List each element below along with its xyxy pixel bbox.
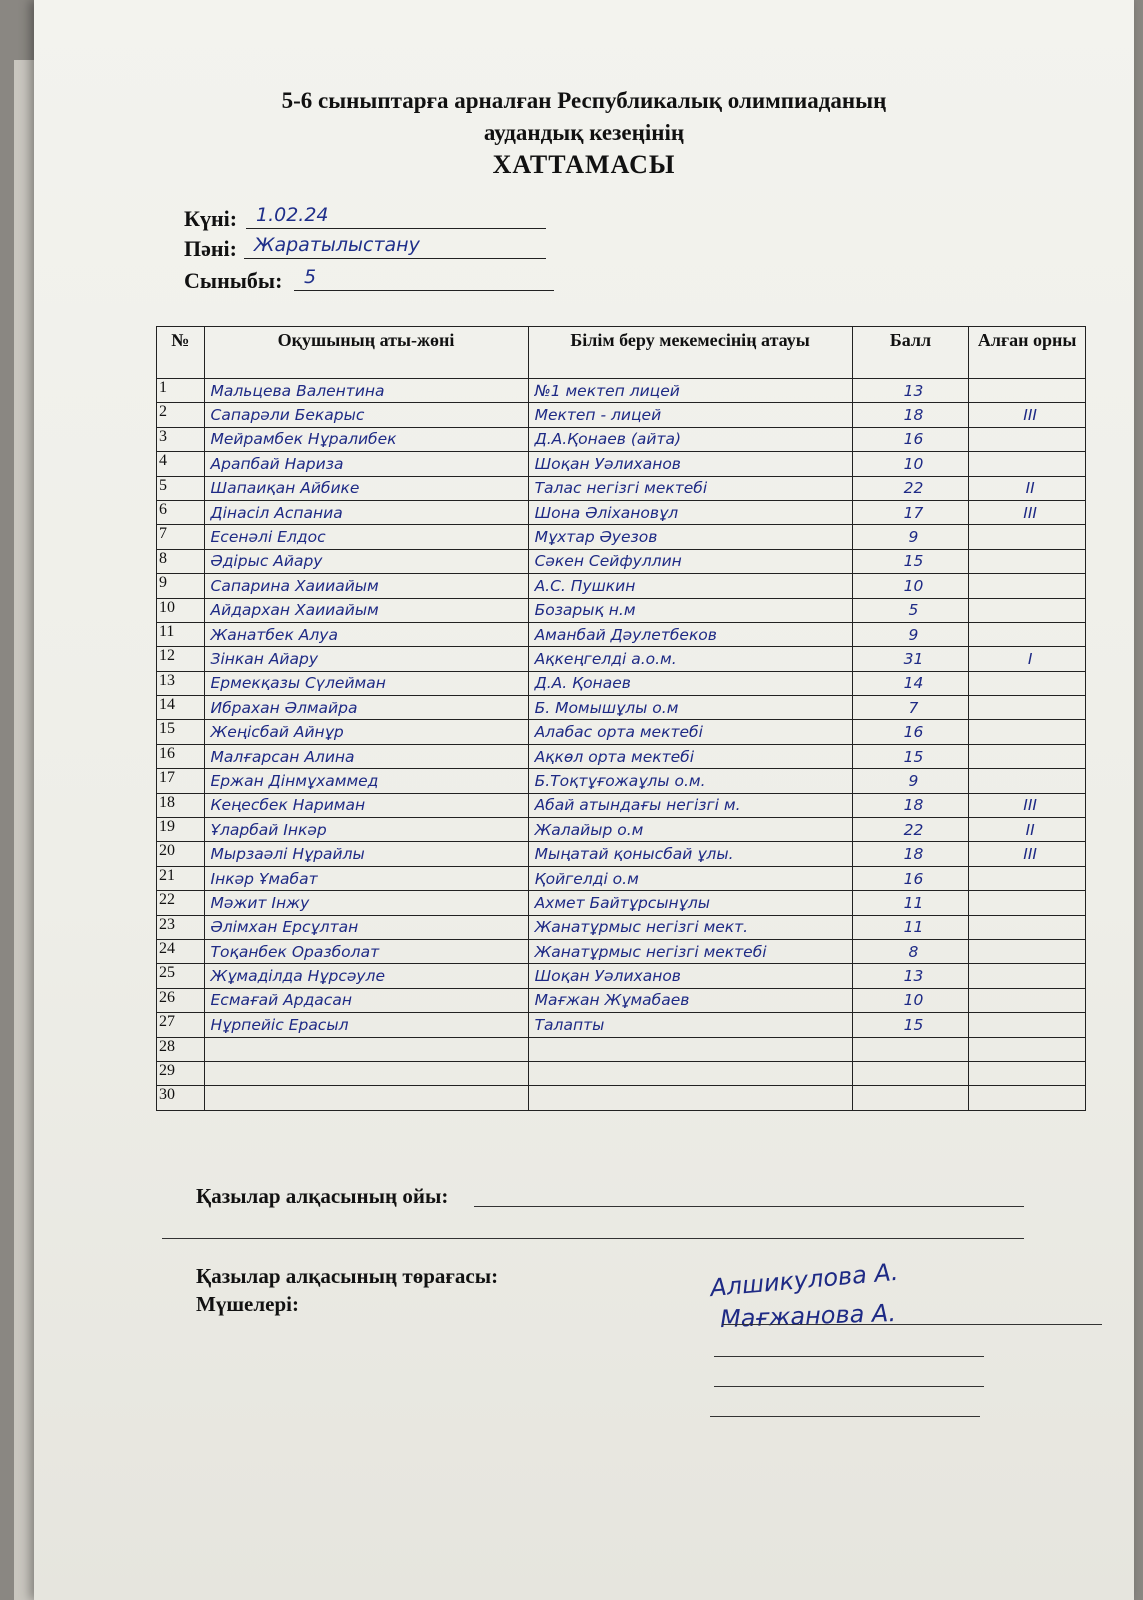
school-name-cell: Б.Тоқтұғожаұлы о.м. [528,769,852,793]
table-row [157,476,1086,500]
place-cell [969,939,1086,963]
school-name-cell: Абай атындағы негізгі м. [528,793,852,817]
place-cell [969,744,1086,768]
subject-label: Пәні: [184,236,237,261]
student-name-cell: Әдірыс Айару [204,549,528,573]
score-cell: 18 [852,793,969,817]
row-number-cell: 26 [157,988,205,1012]
score-cell: 16 [852,427,969,451]
student-name-cell: Мәжит Інжу [204,891,528,915]
row-number-cell: 4 [157,452,205,476]
student-name-cell [204,1037,528,1061]
place-cell [969,769,1086,793]
members-label: Мүшелері: [196,1292,299,1316]
score-cell: 9 [852,525,969,549]
table-row [157,403,1086,427]
school-name-cell: Жанатұрмыс негізгі мект. [528,915,852,939]
place-cell [969,1013,1086,1037]
school-name-cell: Аманбай Дәулетбеков [528,622,852,646]
school-name-cell [528,1061,852,1085]
school-name-cell: Ақкөл орта мектебі [528,744,852,768]
row-number-cell: 20 [157,842,205,866]
table-body [157,379,1086,1111]
opinion-line [474,1206,1024,1207]
row-number-cell: 16 [157,744,205,768]
student-name-cell: Тоқанбек Оразболат [204,939,528,963]
subject-field [184,234,420,262]
table-row [157,452,1086,476]
table-row [157,427,1086,451]
school-name-cell: Шона Әліхановұл [528,500,852,524]
row-number-cell: 21 [157,866,205,890]
row-number-cell: 1 [157,379,205,403]
score-cell: 15 [852,1013,969,1037]
score-cell: 15 [852,744,969,768]
score-cell: 9 [852,622,969,646]
student-name-cell: Сапарина Хаииайым [204,574,528,598]
student-name-cell: Жұмаділда Нұрсәуле [204,964,528,988]
chair-signature: Алшикулова А. [709,1257,900,1303]
row-number-cell: 5 [157,476,205,500]
student-name-cell: Айдархан Хаииайым [204,598,528,622]
score-cell: 17 [852,500,969,524]
score-cell: 31 [852,647,969,671]
row-number-cell: 9 [157,574,205,598]
table-row [157,549,1086,573]
student-name-cell: Арапбай Нариза [204,452,528,476]
student-name-cell: Шапаиқан Айбике [204,476,528,500]
score-cell: 18 [852,842,969,866]
student-name-cell: Әлімхан Ерсұлтан [204,915,528,939]
place-cell [969,1086,1086,1110]
student-name-cell: Ермекқазы Сүлейман [204,671,528,695]
date-label: Күні: [184,206,238,231]
place-cell [969,574,1086,598]
place-cell [969,1037,1086,1061]
student-name-cell: Ибрахан Әлмайра [204,696,528,720]
place-cell: II [969,476,1086,500]
score-cell: 10 [852,452,969,476]
header-school: Білім беру мекемесінің атауы [528,327,852,379]
student-name-cell: Есмағай Ардасан [204,988,528,1012]
place-cell: III [969,793,1086,817]
place-cell [969,549,1086,573]
table-row [157,866,1086,890]
table-row [157,818,1086,842]
place-cell [969,525,1086,549]
row-number-cell: 29 [157,1061,205,1085]
place-cell [969,1061,1086,1085]
place-cell [969,915,1086,939]
student-name-cell: Мырзаәлі Нұрайлы [204,842,528,866]
table-row [157,793,1086,817]
table-row [157,647,1086,671]
score-cell: 16 [852,866,969,890]
school-name-cell: Талас негізгі мектебі [528,476,852,500]
student-name-cell: Дінасіл Аспаниа [204,500,528,524]
school-name-cell: Мыңатай қонысбай ұлы. [528,842,852,866]
place-cell [969,379,1086,403]
place-cell [969,696,1086,720]
school-name-cell: Мұхтар Әуезов [528,525,852,549]
student-name-cell: Зінкан Айару [204,647,528,671]
row-number-cell: 12 [157,647,205,671]
chair-label: Қазылар алқасының төрағасы: [196,1264,499,1288]
table-row [157,1086,1086,1110]
place-cell [969,891,1086,915]
opinion-label: Қазылар алқасының ойы: [196,1184,449,1208]
row-number-cell: 28 [157,1037,205,1061]
school-name-cell: Жалайыр о.м [528,818,852,842]
table-row [157,720,1086,744]
place-cell [969,988,1086,1012]
school-name-cell: Д.А. Қонаев [528,671,852,695]
score-cell [852,1037,969,1061]
row-number-cell: 2 [157,403,205,427]
row-number-cell: 6 [157,500,205,524]
score-cell: 11 [852,915,969,939]
row-number-cell: 27 [157,1013,205,1037]
table-row [157,964,1086,988]
header-line-2: аудандық кезеңінің [483,120,685,145]
place-cell [969,866,1086,890]
place-cell: III [969,842,1086,866]
member-signature: Мағжанова А. [719,1298,897,1334]
row-number-cell: 23 [157,915,205,939]
school-name-cell [528,1037,852,1061]
table-row [157,574,1086,598]
class-value: 5 [294,264,554,291]
school-name-cell: Қойгелді о.м [528,866,852,890]
date-value: 1.02.24 [246,202,546,229]
student-name-cell [204,1061,528,1085]
place-cell [969,427,1086,451]
student-name-cell: Інкәр Ұмабат [204,866,528,890]
place-cell [969,720,1086,744]
student-name-cell: Нұрпейіс Ерасыл [204,1013,528,1037]
table-row [157,769,1086,793]
table-row [157,500,1086,524]
school-name-cell: Жанатұрмыс негізгі мектебі [528,939,852,963]
school-name-cell: Мағжан Жұмабаев [528,988,852,1012]
score-cell: 22 [852,476,969,500]
school-name-cell: Ахмет Байтұрсынұлы [528,891,852,915]
row-number-cell: 18 [157,793,205,817]
row-number-cell: 10 [157,598,205,622]
document-page [34,0,1134,1600]
school-name-cell: №1 мектеп лицей [528,379,852,403]
table-row [157,744,1086,768]
school-name-cell [528,1086,852,1110]
score-cell [852,1061,969,1085]
student-name-cell: Мейрамбек Нұралибек [204,427,528,451]
member-line [714,1386,984,1387]
score-cell: 18 [852,403,969,427]
class-field [184,266,317,294]
score-cell: 13 [852,964,969,988]
student-name-cell: Ұларбай Інкәр [204,818,528,842]
place-cell: III [969,403,1086,427]
row-number-cell: 22 [157,891,205,915]
score-cell: 22 [852,818,969,842]
school-name-cell: Талапты [528,1013,852,1037]
score-cell: 13 [852,379,969,403]
subject-value: Жаратылыстану [244,232,546,259]
table-row [157,525,1086,549]
table-row [157,1013,1086,1037]
student-name-cell: Кеңесбек Нариман [204,793,528,817]
school-name-cell: Ақкеңгелді а.о.м. [528,647,852,671]
table-row [157,842,1086,866]
row-number-cell: 3 [157,427,205,451]
score-cell: 10 [852,574,969,598]
opinion-line [162,1238,1024,1239]
score-cell: 15 [852,549,969,573]
row-number-cell: 24 [157,939,205,963]
place-cell: I [969,647,1086,671]
row-number-cell: 19 [157,818,205,842]
score-cell: 14 [852,671,969,695]
table-row [157,939,1086,963]
date-field [184,204,329,232]
student-name-cell: Есенәлі Елдос [204,525,528,549]
place-cell [969,622,1086,646]
header-place: Алған орны [969,327,1086,379]
table-row [157,915,1086,939]
place-cell [969,452,1086,476]
school-name-cell: Д.А.Қонаев (айта) [528,427,852,451]
table-row [157,671,1086,695]
score-cell: 9 [852,769,969,793]
table-row [157,1061,1086,1085]
score-cell: 7 [852,696,969,720]
row-number-cell: 30 [157,1086,205,1110]
row-number-cell: 14 [157,696,205,720]
row-number-cell: 15 [157,720,205,744]
place-cell: II [969,818,1086,842]
student-name-cell: Мальцева Валентина [204,379,528,403]
member-line [710,1416,980,1417]
row-number-cell: 13 [157,671,205,695]
document-title: ХАТТАМАСЫ [492,150,676,179]
score-cell: 10 [852,988,969,1012]
school-name-cell: Шоқан Уәлиханов [528,964,852,988]
row-number-cell: 17 [157,769,205,793]
student-name-cell: Сапарәли Бекарыс [204,403,528,427]
table-row [157,598,1086,622]
header-score: Балл [852,327,969,379]
table-row [157,696,1086,720]
table-row [157,1037,1086,1061]
score-cell: 16 [852,720,969,744]
place-cell: III [969,500,1086,524]
score-cell [852,1086,969,1110]
school-name-cell: Мектеп - лицей [528,403,852,427]
school-name-cell: Шоқан Уәлиханов [528,452,852,476]
row-number-cell: 25 [157,964,205,988]
score-cell: 11 [852,891,969,915]
school-name-cell: А.С. Пушкин [528,574,852,598]
row-number-cell: 7 [157,525,205,549]
table-row [157,622,1086,646]
header-line-1: 5-6 сыныптарға арналған Республикалық олимпиаданың [281,88,887,113]
table-row [157,379,1086,403]
table-row [157,891,1086,915]
row-number-cell: 8 [157,549,205,573]
table-header-row [157,327,1086,379]
student-name-cell: Жанатбек Алуа [204,622,528,646]
row-number-cell: 11 [157,622,205,646]
score-cell: 5 [852,598,969,622]
place-cell [969,671,1086,695]
table-row [157,988,1086,1012]
member-line [714,1356,984,1357]
student-name-cell [204,1086,528,1110]
results-table [156,326,1086,1111]
student-name-cell: Жеңісбай Айнұр [204,720,528,744]
school-name-cell: Б. Момышұлы о.м [528,696,852,720]
school-name-cell: Бозарық н.м [528,598,852,622]
member-line [722,1324,1102,1325]
place-cell [969,964,1086,988]
student-name-cell: Ержан Дінмұхаммед [204,769,528,793]
class-label: Сыныбы: [184,268,283,293]
school-name-cell: Алабас орта мектебі [528,720,852,744]
score-cell: 8 [852,939,969,963]
header-number: № [157,327,205,379]
student-name-cell: Малғарсан Алина [204,744,528,768]
school-name-cell: Сәкен Сейфуллин [528,549,852,573]
header-student-name: Оқушының аты-жөні [204,327,528,379]
place-cell [969,598,1086,622]
